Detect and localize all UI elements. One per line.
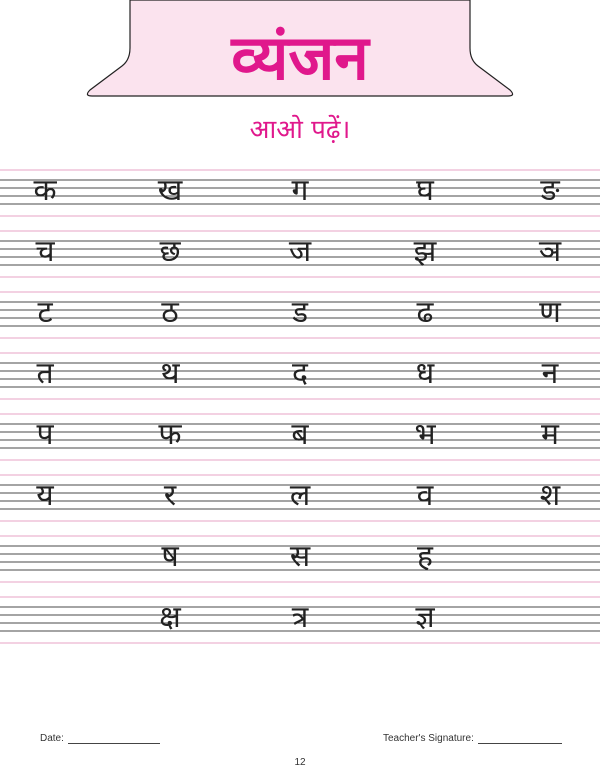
consonant-letter: र [163,478,177,513]
consonant-letter: त्र [291,600,309,635]
consonant-letter: क [33,173,57,208]
date-field [40,733,160,744]
consonant-letter: न [541,356,559,391]
page-subtitle: आओ पढ़ें। [249,115,351,145]
consonant-letter: ह [417,539,433,574]
consonant-letter: ध [415,356,435,391]
consonant-letter: व [416,478,434,513]
consonant-letter: ख [157,173,183,208]
consonant-letter: झ [413,234,437,269]
consonant-letter: थ [160,356,180,391]
consonant-letter: ल [289,478,311,513]
consonant-letter: ब [291,417,309,452]
consonant-letter: ञ [538,234,562,269]
consonant-letter: स [289,539,311,574]
consonant-letter: प [36,417,54,452]
consonant-letter: म [541,417,559,452]
page-title: व्यंजन [231,21,369,94]
consonant-letter: य [36,478,54,513]
date-line [68,733,160,744]
consonant-letter: घ [416,173,434,208]
consonant-letter: श [539,478,561,513]
consonant-letter: ङ [540,173,560,208]
consonant-letter: ड [291,295,309,330]
signature-label: Teacher's Signature: [383,733,474,744]
consonant-letter: च [35,234,55,269]
consonant-letter: भ [414,417,436,452]
consonant-letter: ज [288,234,312,269]
signature-line [478,733,562,744]
signature-field [383,733,562,744]
consonant-letter: ष [161,539,179,574]
consonant-letter: ज्ञ [415,600,435,635]
consonant-letter: ठ [161,295,179,330]
page-number: 12 [294,757,306,768]
consonant-letter: छ [159,234,181,269]
consonant-letter: ट [37,295,53,330]
date-label: Date: [40,733,64,744]
consonant-letter: क्ष [159,600,181,635]
consonant-letter: ढ [416,295,434,330]
consonant-letter: फ [158,417,182,452]
consonant-letter: द [292,356,308,391]
consonant-letter: ग [291,173,309,208]
consonant-letter: ण [539,295,561,330]
consonant-letter: त [36,356,54,391]
